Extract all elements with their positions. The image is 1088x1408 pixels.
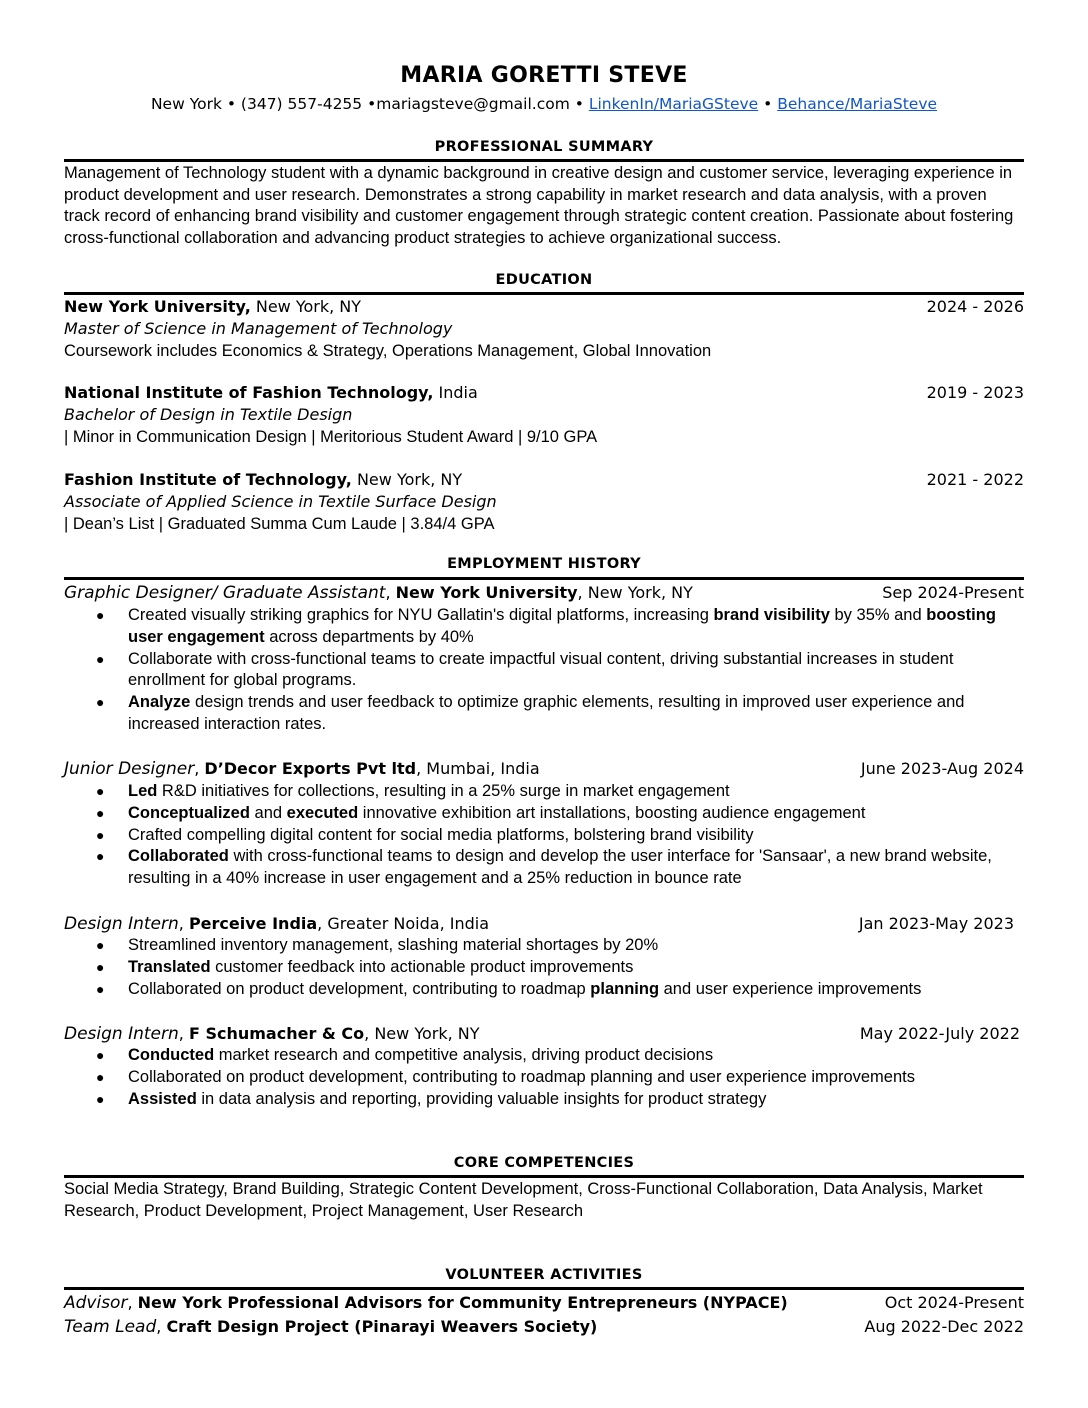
- education-detail: | Dean’s List | Graduated Summa Cum Laude | 3.84/4 GPA: [64, 515, 495, 533]
- job-location: , Greater Noida, India: [317, 914, 489, 933]
- company-name: F Schumacher & Co: [188, 1024, 365, 1043]
- summary-heading: PROFESSIONAL SUMMARY: [434, 139, 654, 155]
- education-divider: [64, 292, 1024, 295]
- job-header: [64, 913, 1024, 935]
- job-title: Junior Designer: [64, 759, 195, 779]
- education-detail: | Minor in Communication Design | Meritorious Student Award | 9/10 GPA: [64, 428, 598, 446]
- job-separator: ,: [385, 583, 396, 602]
- volunteer-dates: Oct 2024-Present: [884, 1293, 1024, 1312]
- education-heading: EDUCATION: [495, 272, 593, 288]
- school-name: New York University,: [64, 297, 251, 316]
- bullet-item: ● Crafted compelling digital content for social media platforms, bolstering brand visibility: [64, 825, 1024, 847]
- bullet-item: ● Collaborated on product development, contributing to roadmap planning and user experience improvements: [64, 1067, 1024, 1089]
- bullet-item: ● Collaborated on product development, contributing to roadmap planning and user experience improvements: [64, 979, 1024, 1001]
- education-dates: 2024 - 2026: [926, 297, 1024, 316]
- bullet-item: ● Streamlined inventory management, slashing material shortages by 20%: [64, 935, 1024, 957]
- candidate-name: MARIA GORETTI STEVE: [400, 63, 688, 88]
- bullet-icon: ●: [96, 694, 105, 711]
- job-dates: Jan 2023-May 2023: [858, 914, 1014, 933]
- volunteer-separator: ,: [127, 1293, 138, 1312]
- education-dates: 2021 - 2022: [926, 470, 1024, 489]
- job-location: , New York, NY: [364, 1024, 480, 1043]
- bullet-icon: ●: [96, 1047, 105, 1063]
- competencies-divider: [64, 1175, 1024, 1178]
- school-location: New York, NY: [250, 297, 362, 316]
- bullet-item: ● Conducted market research and competitive analysis, driving product decisions: [64, 1045, 1024, 1067]
- job-separator: ,: [178, 914, 189, 933]
- job-dates: May 2022-July 2022: [859, 1024, 1020, 1043]
- job-title: Design Intern: [64, 1024, 179, 1044]
- volunteer-org: Craft Design Project (Pinarayi Weavers Society): [166, 1317, 598, 1336]
- bullet-item: ● Conceptualized and executed innovative exhibition art installations, boosting audience engagement: [64, 803, 1024, 825]
- volunteer-dates: Aug 2022-Dec 2022: [864, 1317, 1024, 1336]
- bullet-item: ● Translated customer feedback into actionable product improvements: [64, 957, 1024, 979]
- volunteer-entry: [64, 1292, 1024, 1314]
- bullet-icon: ●: [96, 937, 105, 953]
- employment-heading: EMPLOYMENT HISTORY: [447, 556, 641, 572]
- education-entry: [64, 469, 1024, 491]
- company-name: D’Decor Exports Pvt ltd: [204, 759, 417, 778]
- job-separator: ,: [194, 759, 205, 778]
- job-title: Design Intern: [64, 914, 179, 934]
- bullet-icon: ●: [96, 650, 105, 667]
- volunteer-divider: [64, 1287, 1024, 1290]
- bullet-icon: ●: [96, 980, 105, 997]
- bullet-item: ● Collaborated with cross-functional teams to design and develop the user interface for 'Sansaar', a new brand website, resulting in a 40% increase in user engagement and a 25% reduction in bounce rate: [96, 847, 992, 888]
- school-location: India: [433, 383, 478, 402]
- school-location: New York, NY: [351, 470, 463, 489]
- degree-name: Bachelor of Design in Textile Design: [64, 405, 353, 424]
- competencies-text: Social Media Strategy, Brand Building, Strategic Content Development, Cross-Functional Collaboration, Data Analysis, Market Research, Product Development, Project Management, User Research: [64, 1180, 983, 1220]
- competencies-heading: CORE COMPETENCIES: [453, 1155, 635, 1171]
- bullet-item: ● Led R&D initiatives for collections, resulting in a 25% surge in market engagement: [64, 781, 1024, 803]
- bullet-icon: ●: [96, 804, 105, 821]
- job-title: Graphic Designer/ Graduate Assistant: [64, 583, 386, 603]
- volunteer-role: Team Lead: [64, 1317, 157, 1337]
- education-detail: Coursework includes Economics & Strategy, Operations Management, Global Innovation: [64, 342, 712, 360]
- company-name: New York University: [395, 583, 578, 602]
- bullet-item: ● Analyze design trends and user feedback to optimize graphic elements, resulting in improved user experience and increased interaction rates.: [96, 693, 965, 733]
- job-header: [64, 1023, 1024, 1045]
- volunteer-entry: [64, 1316, 1024, 1338]
- bullet-icon: ●: [96, 826, 105, 843]
- job-location: , Mumbai, India: [416, 759, 540, 778]
- bullet-icon: ●: [96, 1090, 105, 1107]
- degree-name: Associate of Applied Science in Textile Surface Design: [64, 492, 497, 511]
- job-header: [64, 758, 1024, 780]
- school-name: Fashion Institute of Technology,: [64, 470, 352, 489]
- job-bullets: [64, 1045, 1024, 1110]
- contact-separator: •: [758, 95, 778, 113]
- job-header: [64, 582, 1024, 604]
- behance-link[interactable]: Behance/MariaSteve: [777, 95, 938, 113]
- volunteer-heading: VOLUNTEER ACTIVITIES: [445, 1267, 643, 1283]
- education-dates: 2019 - 2023: [926, 383, 1024, 402]
- bullet-icon: ●: [96, 1068, 105, 1085]
- summary-text: Management of Technology student with a dynamic background in creative design and customer service, leveraging experience in product development and user research. Demonstrates a strong capability in market research and data analysis, with a proven track record of enhancing brand visibility and customer engagement through strategic content creation. Passionate about fostering cross-functional collaboration and advancing product strategies to achieve organizational success.: [64, 164, 1014, 247]
- job-bullets: [64, 935, 1024, 1000]
- school-name: National Institute of Fashion Technology,: [64, 383, 434, 402]
- employment-divider: [64, 577, 1024, 580]
- linkedin-link[interactable]: LinkenIn/MariaGSteve: [588, 95, 759, 113]
- education-entry: [64, 382, 1024, 404]
- degree-name: Master of Science in Management of Technology: [64, 319, 453, 338]
- contact-line: [0, 95, 1088, 113]
- job-location: , New York, NY: [577, 583, 693, 602]
- contact-info: New York • (347) 557-4255 •mariagsteve@gmail.com •: [150, 95, 589, 113]
- volunteer-role: Advisor: [64, 1293, 128, 1313]
- education-entry: [64, 296, 1024, 318]
- job-bullets: [64, 605, 1024, 736]
- job-bullets: [64, 781, 1024, 890]
- job-dates: Sep 2024-Present: [882, 583, 1024, 602]
- job-separator: ,: [178, 1024, 189, 1043]
- volunteer-org: New York Professional Advisors for Community Entrepreneurs (NYPACE): [137, 1293, 788, 1312]
- bullet-item: ● Created visually striking graphics for NYU Gallatin's digital platforms, increasing brand visibility by 35% and boosting user engagement across departments by 40%: [96, 606, 996, 646]
- bullet-icon: ●: [96, 848, 105, 865]
- bullet-icon: ●: [96, 958, 105, 975]
- bullet-item: ● Assisted in data analysis and reporting, providing valuable insights for product strategy: [64, 1089, 1024, 1111]
- bullet-icon: ●: [96, 783, 105, 799]
- company-name: Perceive India: [188, 914, 318, 933]
- job-dates: June 2023-Aug 2024: [860, 759, 1024, 778]
- volunteer-separator: ,: [156, 1317, 167, 1336]
- bullet-item: ● Collaborate with cross-functional teams to create impactful visual content, driving substantial increases in student enrollment for global programs.: [96, 649, 954, 690]
- bullet-icon: ●: [96, 607, 105, 623]
- summary-divider: [64, 159, 1024, 162]
